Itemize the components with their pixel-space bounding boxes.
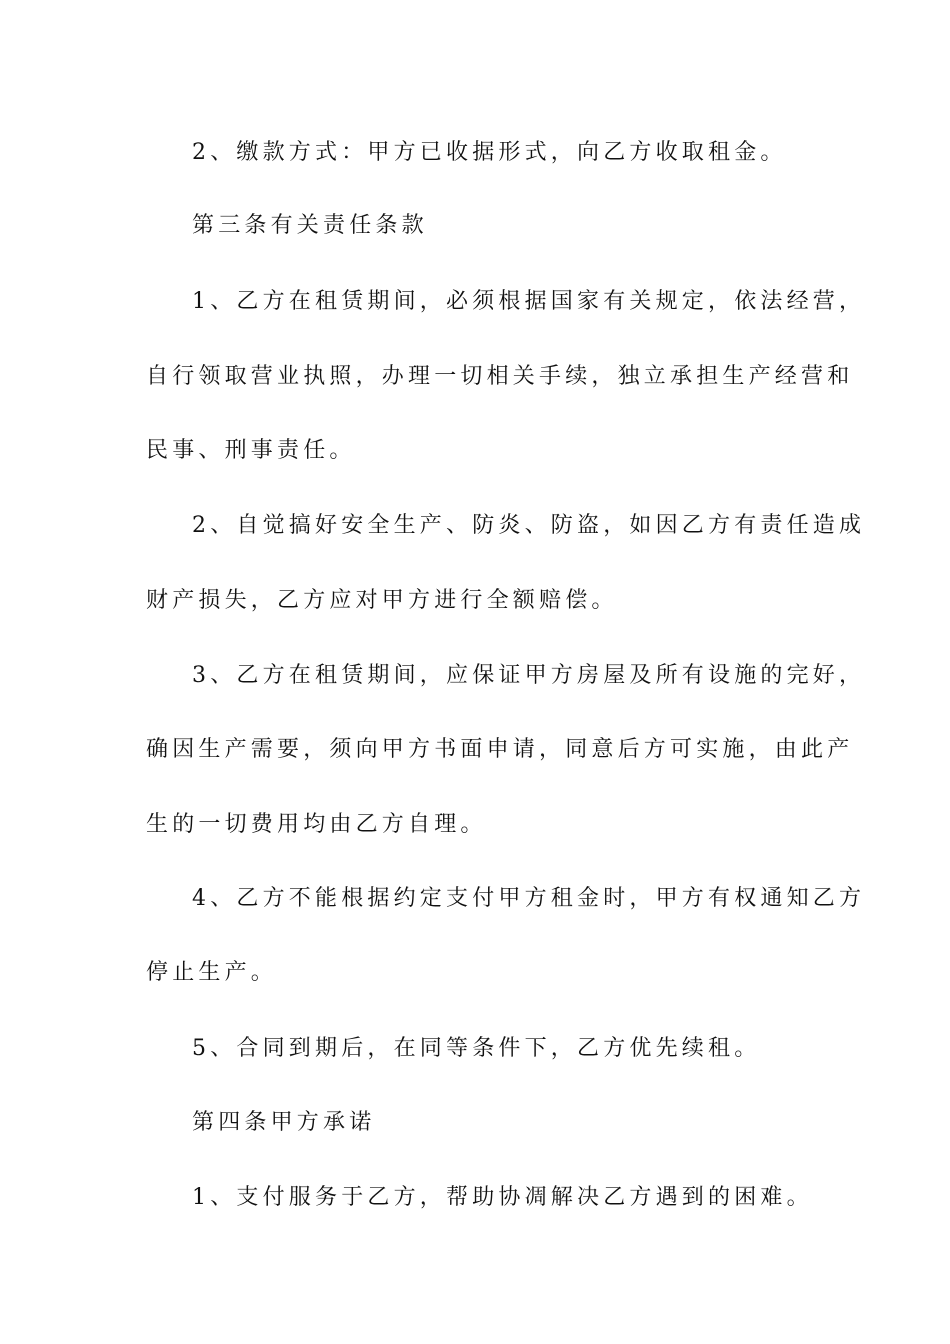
responsibility-clause-3-line-1: 3、乙方在租赁期间，应保证甲方房屋及所有设施的完好， (192, 663, 866, 688)
responsibility-clause-1-line-3: 民事、刑事责任。 (146, 438, 356, 463)
responsibility-clause-1-line-1: 1、乙方在租赁期间，必须根据国家有关规定，依法经营， (192, 289, 866, 314)
responsibility-clause-4-line-1: 4、乙方不能根据约定支付甲方租金时，甲方有权通知乙方 (192, 886, 866, 911)
responsibility-clause-3-line-3: 生的一切费用均由乙方自理。 (146, 812, 487, 837)
promise-clause-1: 1、支付服务于乙方，帮助协凋解决乙方遇到的困难。 (192, 1185, 813, 1210)
article-four-heading: 第四条甲方承诺 (192, 1110, 376, 1135)
payment-method-clause: 2、缴款方式：甲方已收据形式，向乙方收取租金。 (192, 140, 787, 165)
responsibility-clause-2-line-2: 财产损失，乙方应对甲方进行全额赔偿。 (146, 588, 618, 613)
responsibility-clause-5: 5、合同到期后，在同等条件下，乙方优先续租。 (192, 1036, 761, 1061)
article-three-heading: 第三条有关责任条款 (192, 213, 428, 238)
responsibility-clause-4-line-2: 停止生产。 (146, 960, 278, 985)
responsibility-clause-3-line-2: 确因生产需要，须向甲方书面申请，同意后方可实施，由此产 (146, 737, 854, 762)
responsibility-clause-1-line-2: 自行领取营业执照，办理一切相关手续，独立承担生产经营和 (146, 364, 854, 389)
responsibility-clause-2-line-1: 2、自觉搞好安全生产、防炎、防盗，如因乙方有责任造成 (192, 513, 866, 538)
